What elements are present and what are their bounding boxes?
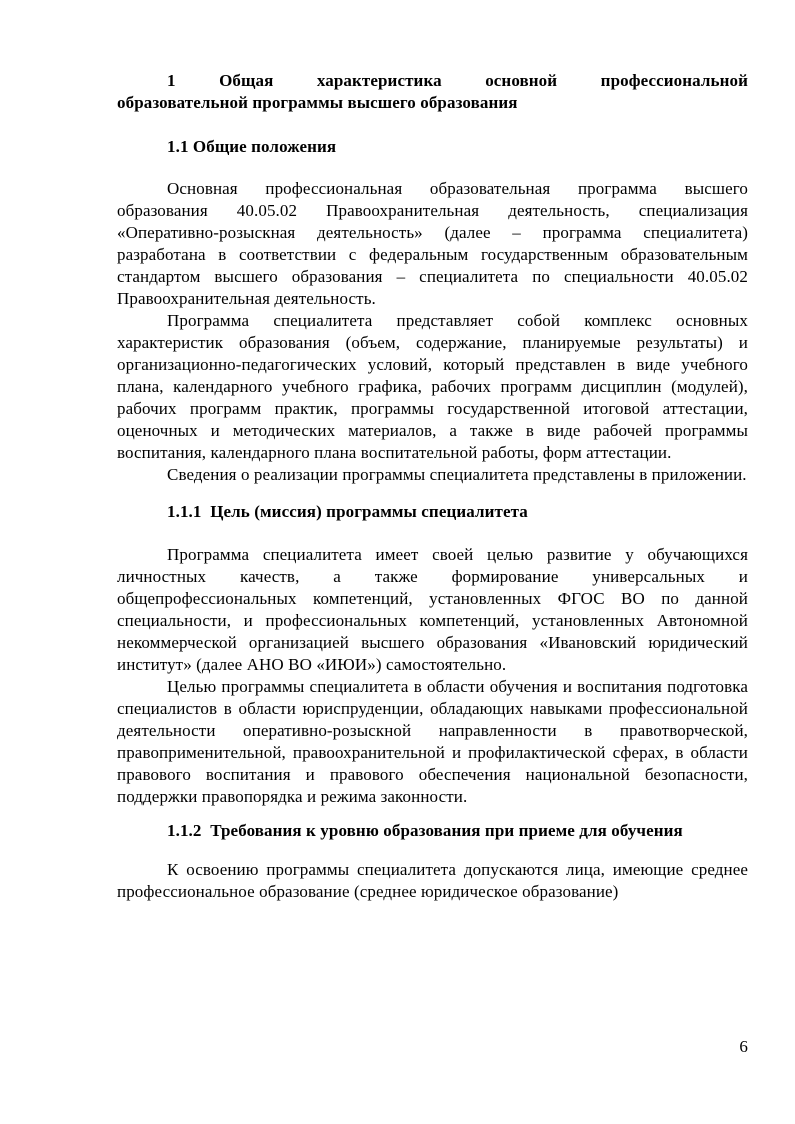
- paragraph-training-goal: Целью программы специалитета в области обучения и воспитания подготовка специалистов в области юриспруденции, обладающих навыками профессиональной деятельности оперативно-розыскной направленности в правотворческой, правоприменительной, правоохранительной и профилактической сферах, в области правового воспитания и правового обеспечения национальной безопасности, поддержки правопорядка и режима законности.: [117, 677, 748, 806]
- paragraph-program-complex: Программа специалитета представляет собой комплекс основных характеристик образования (объем, содержание, планируемые результаты) и организационно-педагогических условий, который представлен в виде учебного плана, календарного учебного графика, рабочих программ дисциплин (модулей), рабочих программ практик, программы государственной итоговой аттестации, оценочных и методических материалов, а также в виде рабочей программы воспитания, календарного плана воспитательной работы, форм аттестации.: [117, 311, 748, 462]
- section-1-heading: [117, 70, 748, 114]
- paragraph-implementation-info: Сведения о реализации программы специалитета представлены в приложении.: [167, 465, 747, 484]
- paragraph-program-goal: Программа специалитета имеет своей целью развитие у обучающихся личностных качеств, а также формирование универсальных и общепрофессиональных компетенций, установленных ФГОС ВО по данной специальности, и профессиональных компетенций, установленных Автономной некоммерческой организацией высшего образования «Ивановский юридический институт» (далее АНО ВО «ИЮИ») самостоятельно.: [117, 545, 748, 674]
- paragraph-program-description: Основная профессиональная образовательная программа высшего образования 40.05.02 Правоохранительная деятельность, специализация «Оперативно-розыскная деятельность» (далее – программа специалитета) разработана в соответствии с федеральным государственным образовательным стандартом высшего образования – специалитета по специальности 40.05.02 Правоохранительная деятельность.: [117, 179, 748, 308]
- section-1-1-1-heading: 1.1.1 Цель (миссия) программы специалитета: [167, 502, 528, 521]
- section-1-1-2-heading: 1.1.2 Требования к уровню образования при приеме для обучения: [167, 821, 683, 840]
- section-1-1-heading: 1.1 Общие положения: [167, 137, 337, 156]
- page-number: 6: [739, 1037, 748, 1056]
- section-1-heading-line2: образовательной программы высшего образования: [117, 93, 518, 112]
- paragraph-admission-requirements: К освоению программы специалитета допускаются лица, имеющие среднее профессиональное образование (среднее юридическое образование): [117, 860, 748, 901]
- section-1-heading-line1: 1 Общая характеристика основной профессиональной: [167, 71, 748, 90]
